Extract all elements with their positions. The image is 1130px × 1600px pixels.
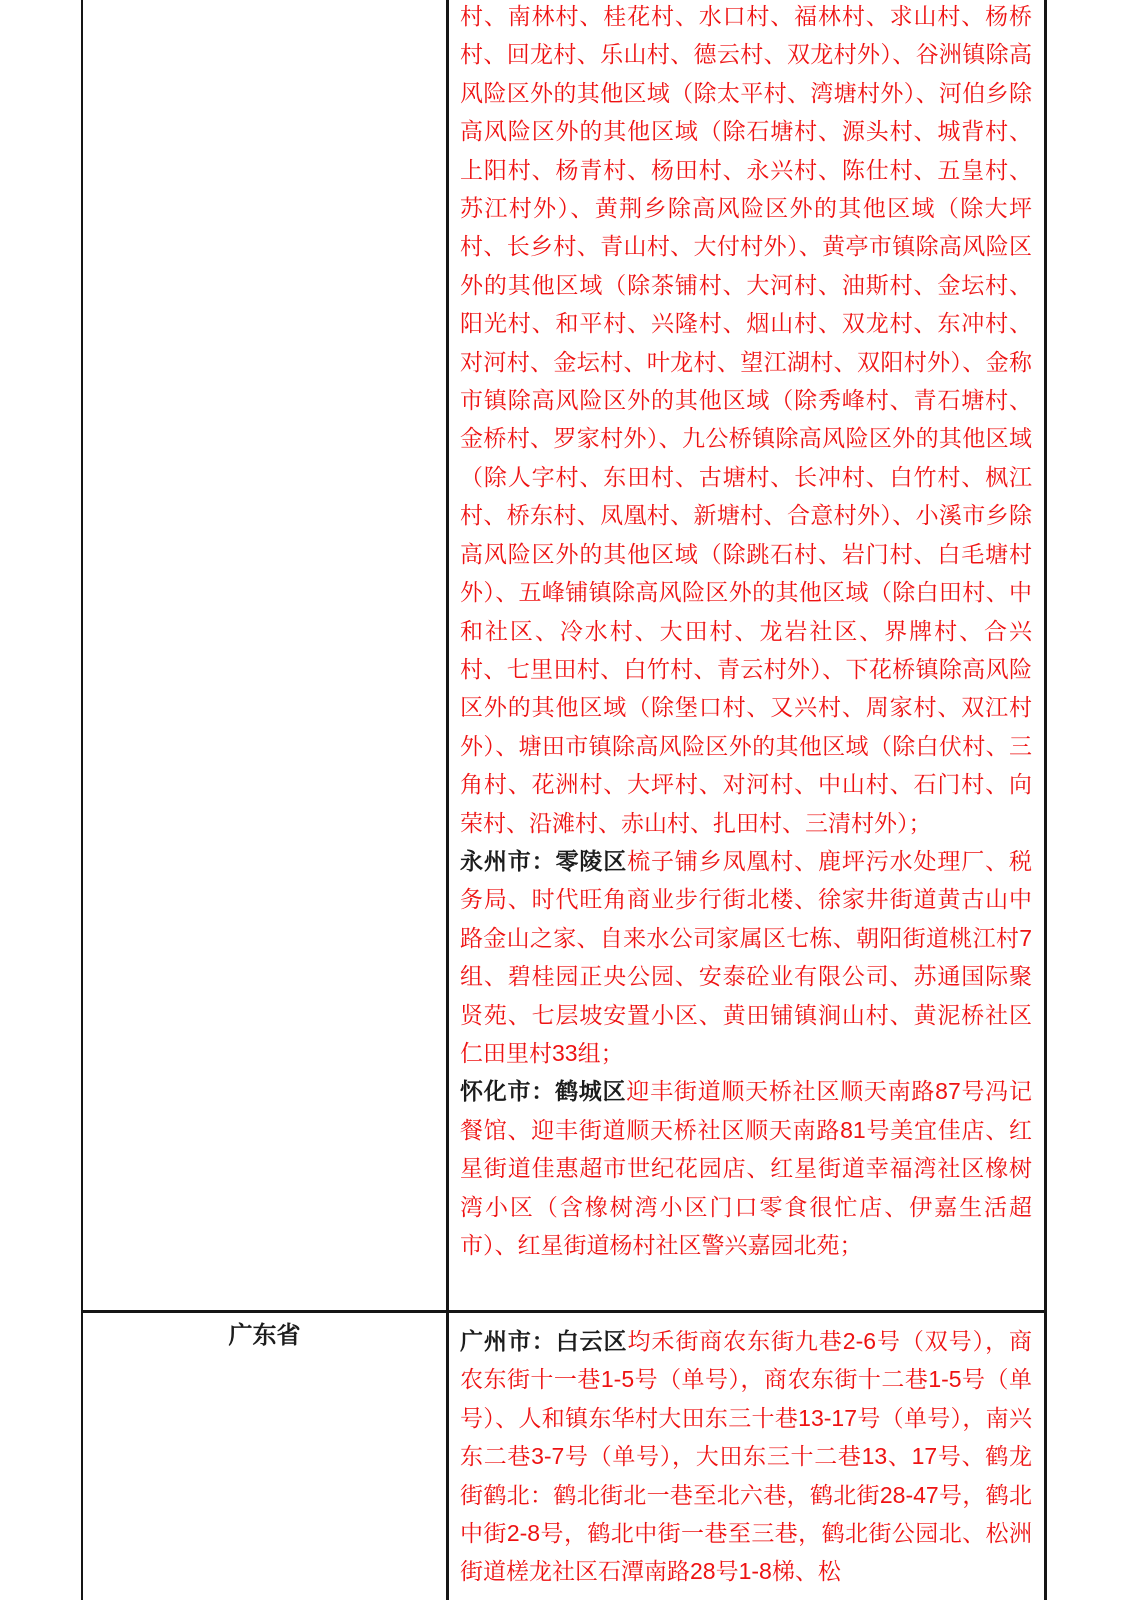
table-column-divider <box>446 0 449 1600</box>
areas-cell-guangdong <box>460 1313 1032 1600</box>
city-district-label: 怀化市：鹤城区 <box>460 1078 627 1105</box>
area-paragraph <box>460 1072 1032 1264</box>
areas-cell-hunan-continued <box>460 0 1032 1308</box>
area-list-text: 均禾街商农东街九巷2-6号（双号），商农东街十一巷1-5号（单号），商农东街十二巷1-5号（单号）、人和镇东华村大田东三十巷13-17号（单号），南兴东二巷3-7号（单号），大田东三十二巷13、17号、鹤龙街鹤北：鹤北街北一巷至北六巷，鹤北街28-47号，鹤北中街2-8号，鹤北中街一巷至三巷，鹤北街公园北、松洲街道槎龙社区石潭南路28号1-8梯、松 <box>460 1328 1032 1585</box>
area-list-text: 迎丰街道顺天桥社区顺天南路87号冯记餐馆、迎丰街道顺天桥社区顺天南路81号美宜佳店、红星街道佳惠超市世纪花园店、红星街道幸福湾社区橡树湾小区（含橡树湾小区门口零食很忙店、伊嘉生活超市）、红星街道杨村社区警兴嘉园北苑； <box>460 1078 1032 1258</box>
province-cell-continued-empty <box>83 0 446 1310</box>
area-paragraph <box>460 842 1032 1072</box>
area-paragraph <box>460 0 1032 842</box>
province-label: 广东省 <box>228 1322 301 1349</box>
area-paragraph <box>460 1322 1032 1591</box>
province-cell-guangdong <box>83 1313 446 1600</box>
city-district-label: 永州市：零陵区 <box>460 847 628 874</box>
city-district-label: 广州市：白云区 <box>460 1328 628 1354</box>
table-border-right <box>1044 0 1047 1600</box>
area-list-text: 梳子铺乡凤凰村、鹿坪污水处理厂、税务局、时代旺角商业步行街北楼、徐家井街道黄古山中路金山之家、自来水公司家属区七栋、朝阳街道桃江村7组、碧桂园正央公园、安泰砼业有限公司、苏通国际聚贤苑、七层坡安置小区、黄田铺镇涧山村、黄泥桥社区仁田里村33组； <box>460 847 1032 1066</box>
area-list-text: 村、南林村、桂花村、水口村、福林村、求山村、杨桥村、回龙村、乐山村、德云村、双龙村外）、谷洲镇除高风险区外的其他区域（除太平村、湾塘村外）、河伯乡除高风险区外的其他区域（除石塘村、源头村、城背村、上阳村、杨青村、杨田村、永兴村、陈仕村、五皇村、苏江村外）、黄荆乡除高风险区外的其他区域（除大坪村、长乡村、青山村、大付村外）、黄亭市镇除高风险区外的其他区域（除茶铺村、大河村、油斯村、金坛村、阳光村、和平村、兴隆村、烟山村、双龙村、东冲村、对河村、金坛村、叶龙村、望江湖村、双阳村外）、金称市镇除高风险区外的其他区域（除秀峰村、青石塘村、金桥村、罗家村外）、九公桥镇除高风险区外的其他区域（除人字村、东田村、古塘村、长冲村、白竹村、枫江村、桥东村、凤凰村、新塘村、合意村外）、小溪市乡除高风险区外的其他区域（除跳石村、岩门村、白毛塘村外）、五峰铺镇除高风险区外的其他区域（除白田村、中和社区、冷水村、大田村、龙岩社区、界牌村、合兴村、七里田村、白竹村、青云村外）、下花桥镇除高风险区外的其他区域（除堡口村、又兴村、周家村、双江村外）、塘田市镇除高风险区外的其他区域（除白伏村、三角村、花洲村、大坪村、对河村、中山村、石门村、向荣村、沿滩村、赤山村、扎田村、三清村外）； <box>460 3 1032 836</box>
